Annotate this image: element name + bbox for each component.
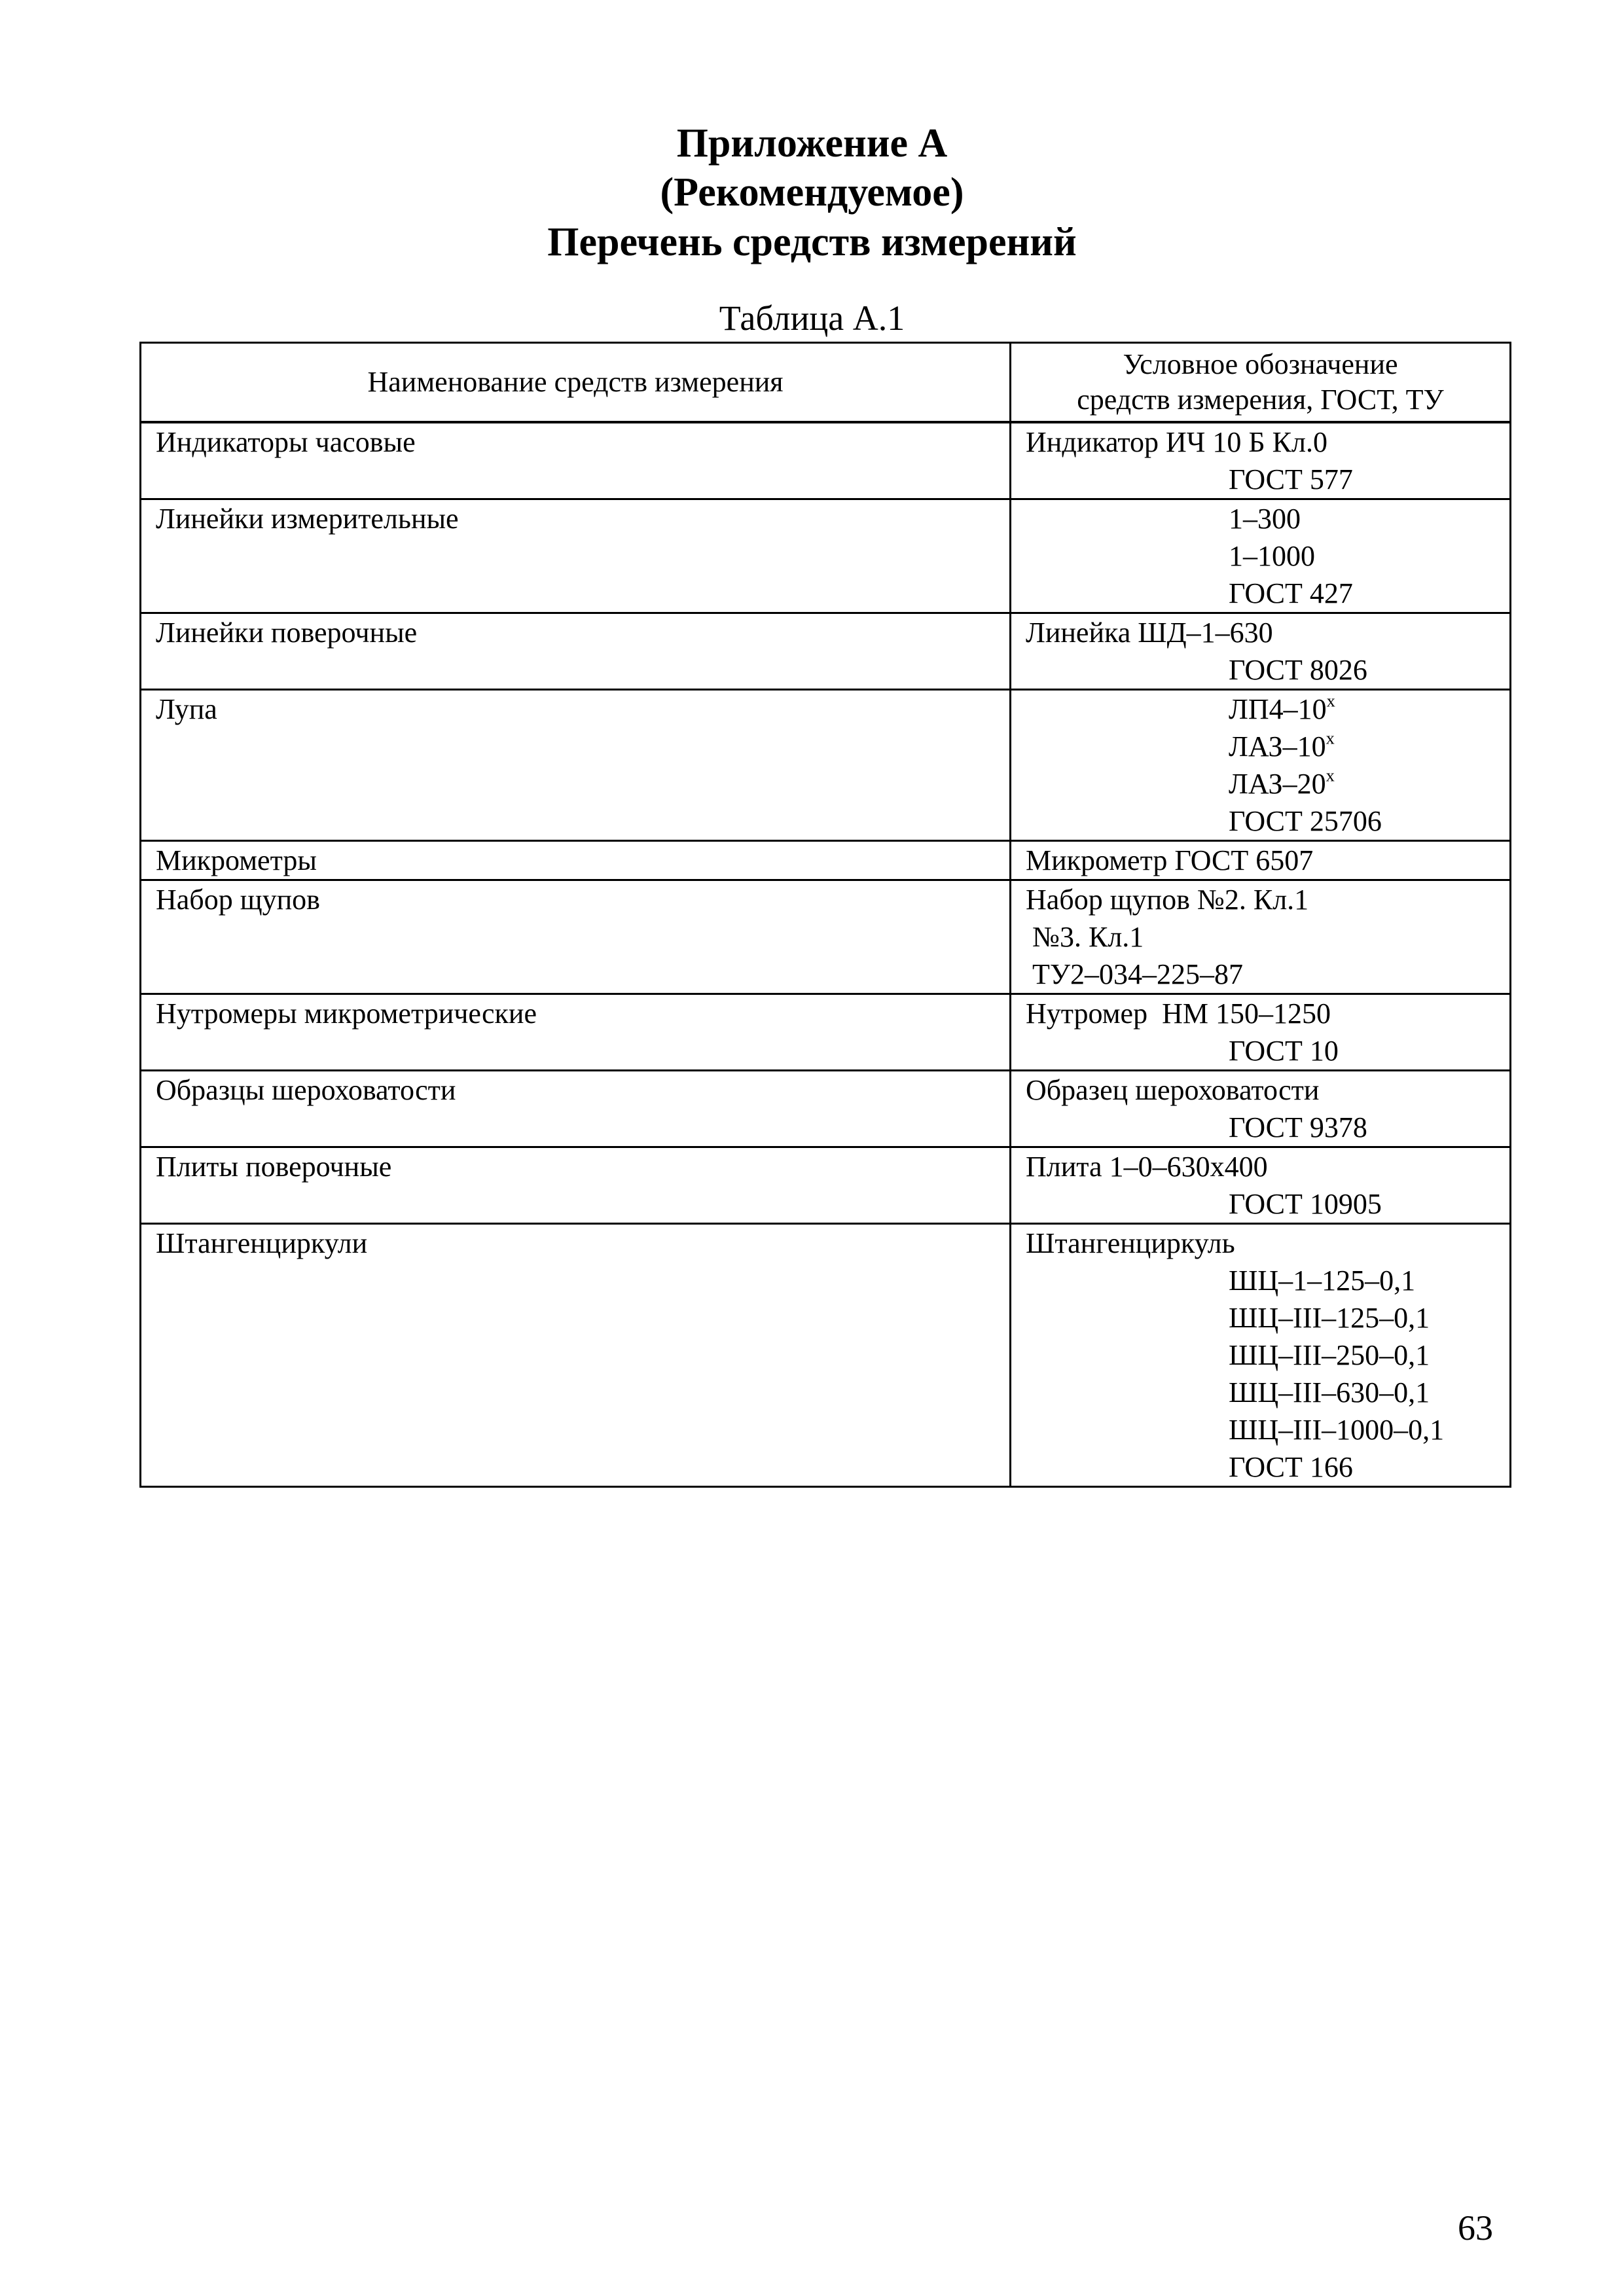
instrument-name-cell: Нутромеры микрометрические: [141, 994, 1011, 1071]
designation-line: ГОСТ 8026: [1229, 654, 1367, 686]
header-instrument-name: Наименование средств измерения: [141, 343, 1011, 423]
designation-line: [1026, 765, 1509, 802]
designation-cell: [1011, 613, 1511, 690]
designation-line: Набор щупов №2. Кл.1: [1026, 884, 1309, 916]
header-designation: [1011, 343, 1511, 423]
designation-line: [1026, 691, 1509, 728]
designation-line: ШЦ–III–630–0,1: [1229, 1376, 1430, 1408]
designation-line: ГОСТ 577: [1229, 463, 1353, 495]
table-row: [141, 1224, 1511, 1487]
designation-line: 1–300: [1229, 503, 1301, 535]
magnification-superscript: х: [1326, 728, 1335, 748]
designation-line: ТУ2–034–225–87: [1032, 958, 1244, 990]
instrument-name-cell: Набор щупов: [141, 880, 1011, 994]
table-row: [141, 880, 1511, 994]
table-row: [141, 499, 1511, 613]
instrument-name-cell: Индикаторы часовые: [141, 422, 1011, 499]
table-row: [141, 994, 1511, 1071]
designation-cell: [1011, 1224, 1511, 1487]
designation-line: Образец шероховатости: [1026, 1074, 1320, 1106]
designation-text: ЛАЗ–10: [1229, 730, 1326, 762]
designation-line: ГОСТ 10905: [1229, 1188, 1382, 1220]
magnification-superscript: х: [1326, 691, 1335, 711]
appendix-title: Приложение А: [676, 121, 948, 166]
table-row: [141, 1147, 1511, 1224]
designation-cell: [1011, 690, 1511, 841]
instrument-name-cell: Линейки измерительные: [141, 499, 1011, 613]
instrument-name-cell: Микрометры: [141, 841, 1011, 880]
designation-cell: [1011, 880, 1511, 994]
page-number: 63: [1458, 2208, 1493, 2248]
instrument-name-cell: Штангенциркули: [141, 1224, 1011, 1487]
designation-cell: [1011, 422, 1511, 499]
designation-line: Линейка ШД–1–630: [1026, 617, 1273, 649]
designation-line: №3. Кл.1: [1032, 921, 1144, 953]
designation-line: ШЦ–III–250–0,1: [1229, 1339, 1430, 1371]
instrument-name-cell: Линейки поверочные: [141, 613, 1011, 690]
instrument-name-cell: Плиты поверочные: [141, 1147, 1011, 1224]
table-row: [141, 690, 1511, 841]
appendix-status: (Рекомендуемое): [660, 170, 964, 215]
designation-cell: [1011, 499, 1511, 613]
designation-line: ГОСТ 166: [1229, 1451, 1353, 1483]
designation-line: Плита 1–0–630х400: [1026, 1151, 1268, 1183]
table-caption: Таблица А.1: [719, 298, 905, 338]
appendix-subject: Перечень средств измерений: [547, 220, 1077, 264]
designation-line: ШЦ–1–125–0,1: [1229, 1265, 1416, 1297]
table-row: [141, 841, 1511, 880]
instrument-name-cell: Лупа: [141, 690, 1011, 841]
designation-line: ГОСТ 25706: [1229, 805, 1382, 837]
designation-line: Индикатор ИЧ 10 Б Кл.0: [1026, 426, 1327, 458]
magnification-superscript: х: [1326, 765, 1335, 785]
instrument-name-cell: Образцы шероховатости: [141, 1071, 1011, 1147]
designation-line: Нутромер НМ 150–1250: [1026, 997, 1331, 1030]
designation-line: ГОСТ 427: [1229, 577, 1353, 609]
header-designation-line: Условное обозначение: [1123, 348, 1398, 380]
designation-text: ЛП4–10: [1229, 693, 1327, 725]
table-row: [141, 613, 1511, 690]
table-row: [141, 1071, 1511, 1147]
instruments-table: [139, 342, 1511, 1488]
designation-line: [1026, 728, 1509, 765]
designation-line: Штангенциркуль: [1026, 1227, 1235, 1259]
designation-cell: [1011, 1071, 1511, 1147]
designation-cell: [1011, 841, 1511, 880]
designation-line: ГОСТ 10: [1229, 1035, 1339, 1067]
designation-line: ГОСТ 9378: [1229, 1111, 1367, 1143]
table-header-row: [141, 343, 1511, 423]
designation-line: ШЦ–III–125–0,1: [1229, 1302, 1430, 1334]
designation-line: 1–1000: [1229, 540, 1315, 572]
designation-cell: [1011, 1147, 1511, 1224]
designation-line: Микрометр ГОСТ 6507: [1026, 844, 1314, 876]
header-designation-line: средств измерения, ГОСТ, ТУ: [1077, 384, 1444, 416]
designation-text: ЛАЗ–20: [1229, 768, 1326, 800]
designation-line: ШЦ–III–1000–0,1: [1229, 1414, 1445, 1446]
designation-cell: [1011, 994, 1511, 1071]
table-row: [141, 422, 1511, 499]
